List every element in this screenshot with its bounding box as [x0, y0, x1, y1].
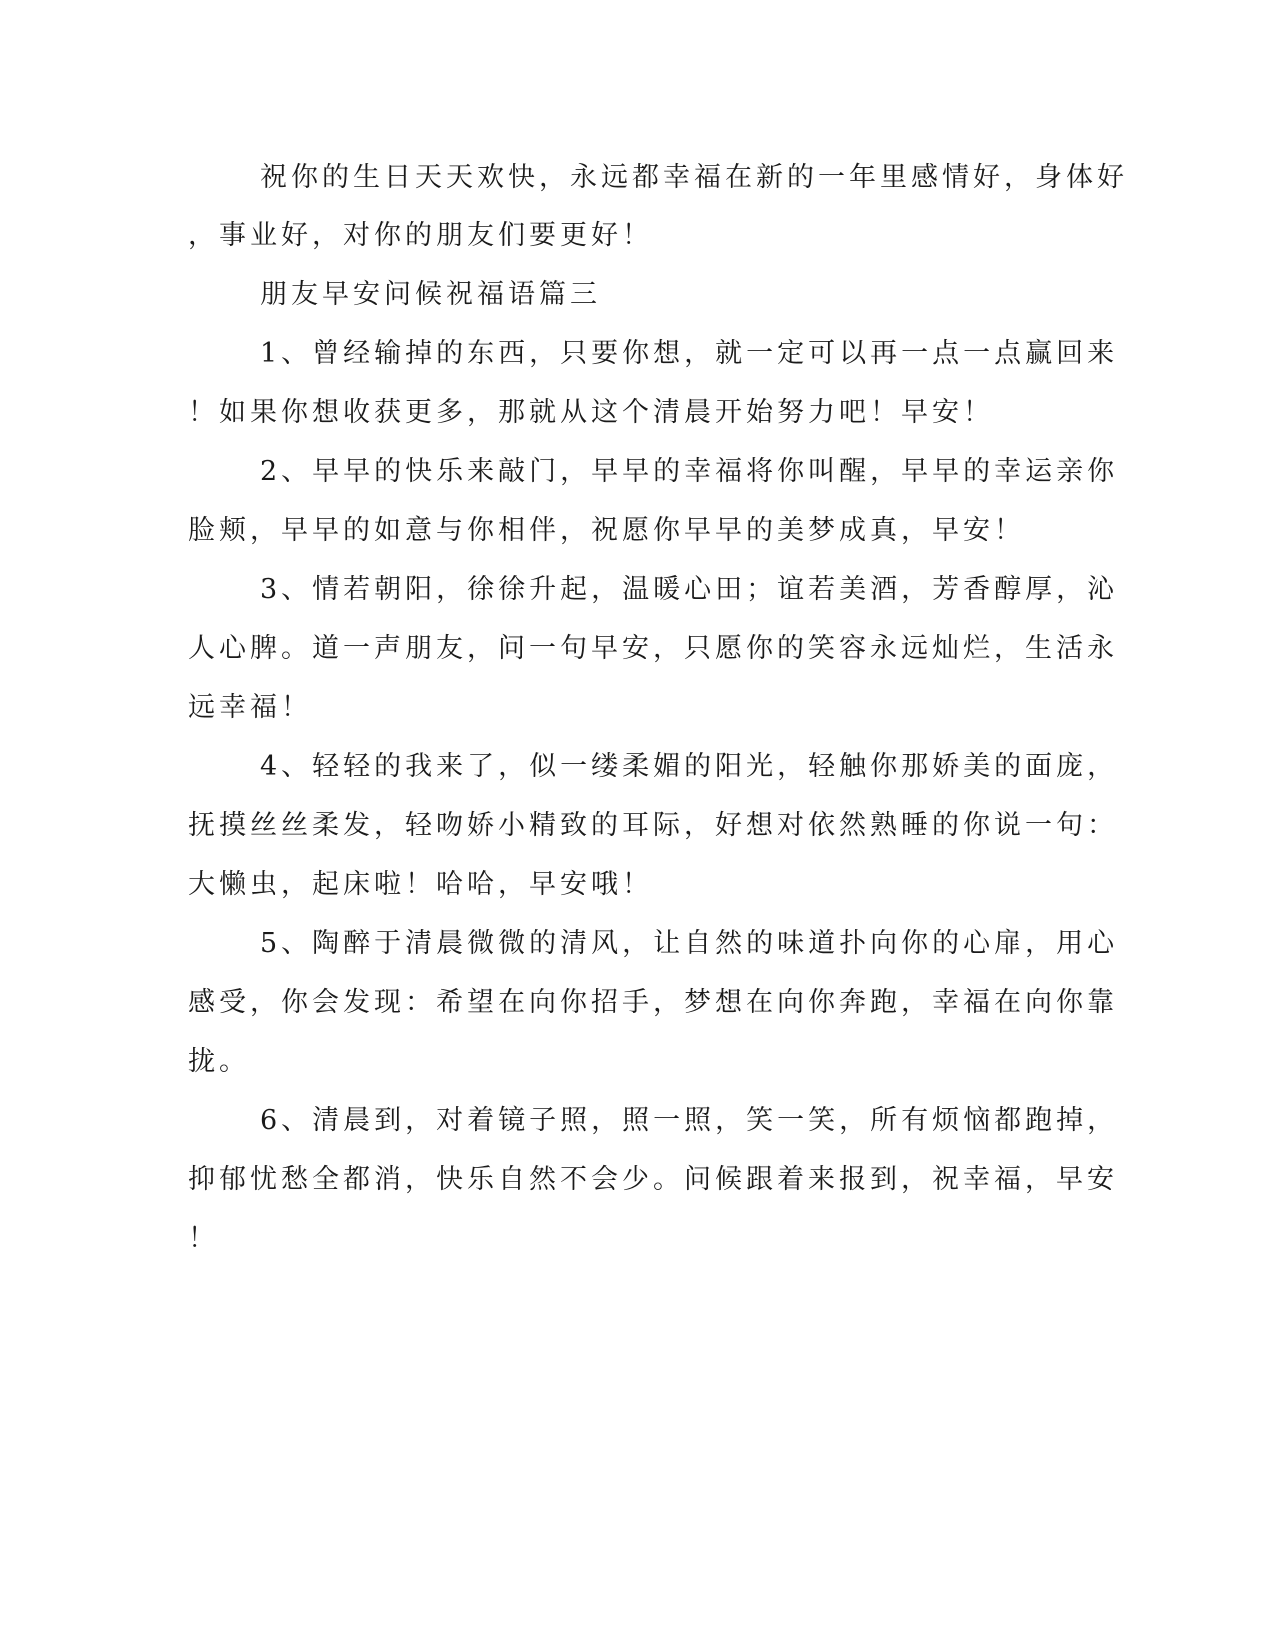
item-4-line-2: 抚摸丝丝柔发，轻吻娇小精致的耳际，好想对依然熟睡的你说一句： [188, 810, 1118, 841]
item-1-line-1: 1、曾经输掉的东西，只要你想，就一定可以再一点一点赢回来 [260, 338, 1119, 369]
item-2-line-1: 2、早早的快乐来敲门，早早的幸福将你叫醒，早早的幸运亲你 [260, 456, 1119, 487]
item-4-line-1: 4、轻轻的我来了，似一缕柔媚的阳光，轻触你那娇美的面庞， [260, 751, 1119, 782]
item-3-line-2: 人心脾。道一声朋友，问一句早安，只愿你的笑容永远灿烂，生活永 [188, 633, 1118, 664]
item-6-line-1: 6、清晨到，对着镜子照，照一照，笑一笑，所有烦恼都跑掉， [260, 1105, 1119, 1136]
item-6-line-2: 抑郁忧愁全都消，快乐自然不会少。问候跟着来报到，祝幸福，早安 [188, 1164, 1118, 1195]
section-heading: 朋友早安问候祝福语篇三 [260, 279, 601, 310]
item-4-line-3: 大懒虫，起床啦！哈哈，早安哦！ [188, 869, 653, 900]
item-3-line-3: 远幸福！ [188, 692, 312, 723]
item-1-line-2: ！如果你想收获更多，那就从这个清晨开始努力吧！早安！ [188, 397, 994, 428]
item-5-line-1: 5、陶醉于清晨微微的清风，让自然的味道扑向你的心扉，用心 [260, 928, 1119, 959]
item-3-line-1: 3、情若朝阳，徐徐升起，温暖心田；谊若美酒，芳香醇厚，沁 [260, 574, 1119, 605]
item-2-line-2: 脸颊，早早的如意与你相伴，祝愿你早早的美梦成真，早安！ [188, 515, 1025, 546]
item-5-line-3: 拢。 [188, 1046, 250, 1077]
paragraph-birthday-line-1: 祝你的生日天天欢快，永远都幸福在新的一年里感情好，身体好 [260, 162, 1128, 193]
paragraph-birthday-line-2: ，事业好，对你的朋友们要更好！ [188, 220, 653, 251]
item-5-line-2: 感受，你会发现：希望在向你招手，梦想在向你奔跑，幸福在向你靠 [188, 987, 1118, 1018]
item-6-line-3: ！ [188, 1223, 219, 1254]
